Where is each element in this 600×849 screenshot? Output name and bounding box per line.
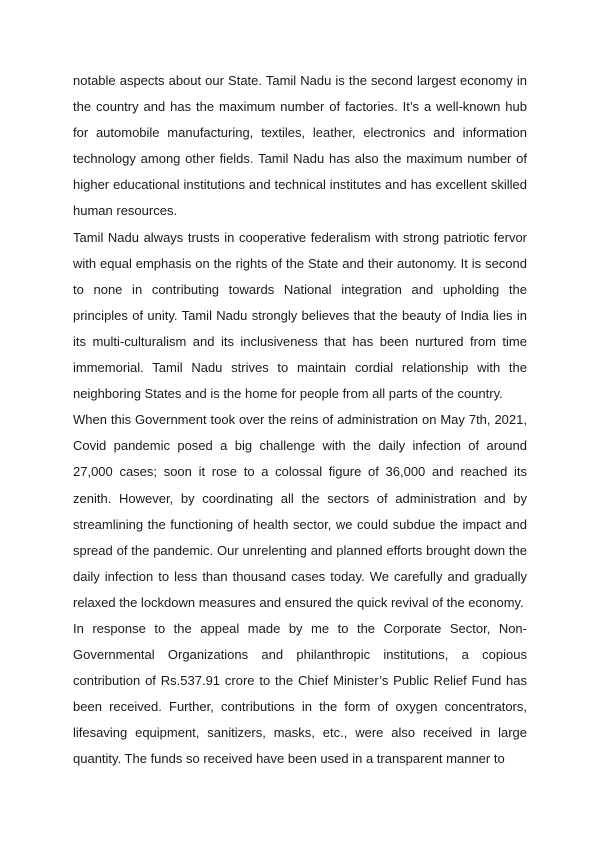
paragraph-federalism: Tamil Nadu always trusts in cooperative federalism with strong patriotic fervor with equal emphasis on the rights of the State and their autonomy. It is second to none in contributing towards National integration and upholding the principles of unity. Tamil Nadu strongly believes that the beauty of India lies in its multi-culturalism and its inclusiveness that has been nurtured from time immemorial. Tamil Nadu strives to maintain cordial relationship with the neighboring States and is the home for people from all parts of the country. xyxy=(73,229,527,402)
body-text xyxy=(73,68,527,773)
paragraph-covid: When this Government took over the reins of administration on May 7th, 2021, Covid pandemic posed a big challenge with the daily infection of around 27,000 cases; soon it rose to a colossal figure of 36,000 and reached its zenith. However, by coordinating all the sectors of administration and by streamlining the functioning of health sector, we could subdue the impact and spread of the pandemic. Our unrelenting and planned efforts brought down the daily infection to less than thousand cases today. We carefully and gradually relaxed the lockdown measures and ensured the quick revival of the economy. xyxy=(73,412,527,610)
paragraph-economy: notable aspects about our State. Tamil Nadu is the second largest economy in the country and has the maximum number of factories. It’s a well-known hub for automobile manufacturing, textiles, leather, electronics and information technology among other fields. Tamil Nadu has also the maximum number of higher educational institutions and technical institutes and has excellent skilled human resources. xyxy=(73,73,527,219)
paragraph-relief-fund: In response to the appeal made by me to the Corporate Sector, Non-Governmental Organizations and philanthropic institutions, a copious contribution of Rs.537.91 crore to the Chief Minister’s Public Relief Fund has been received. Further, contributions in the form of oxygen concentrators, lifesaving equipment, sanitizers, masks, etc., were also received in large quantity. The funds so received have been used in a transparent manner to xyxy=(73,620,527,767)
